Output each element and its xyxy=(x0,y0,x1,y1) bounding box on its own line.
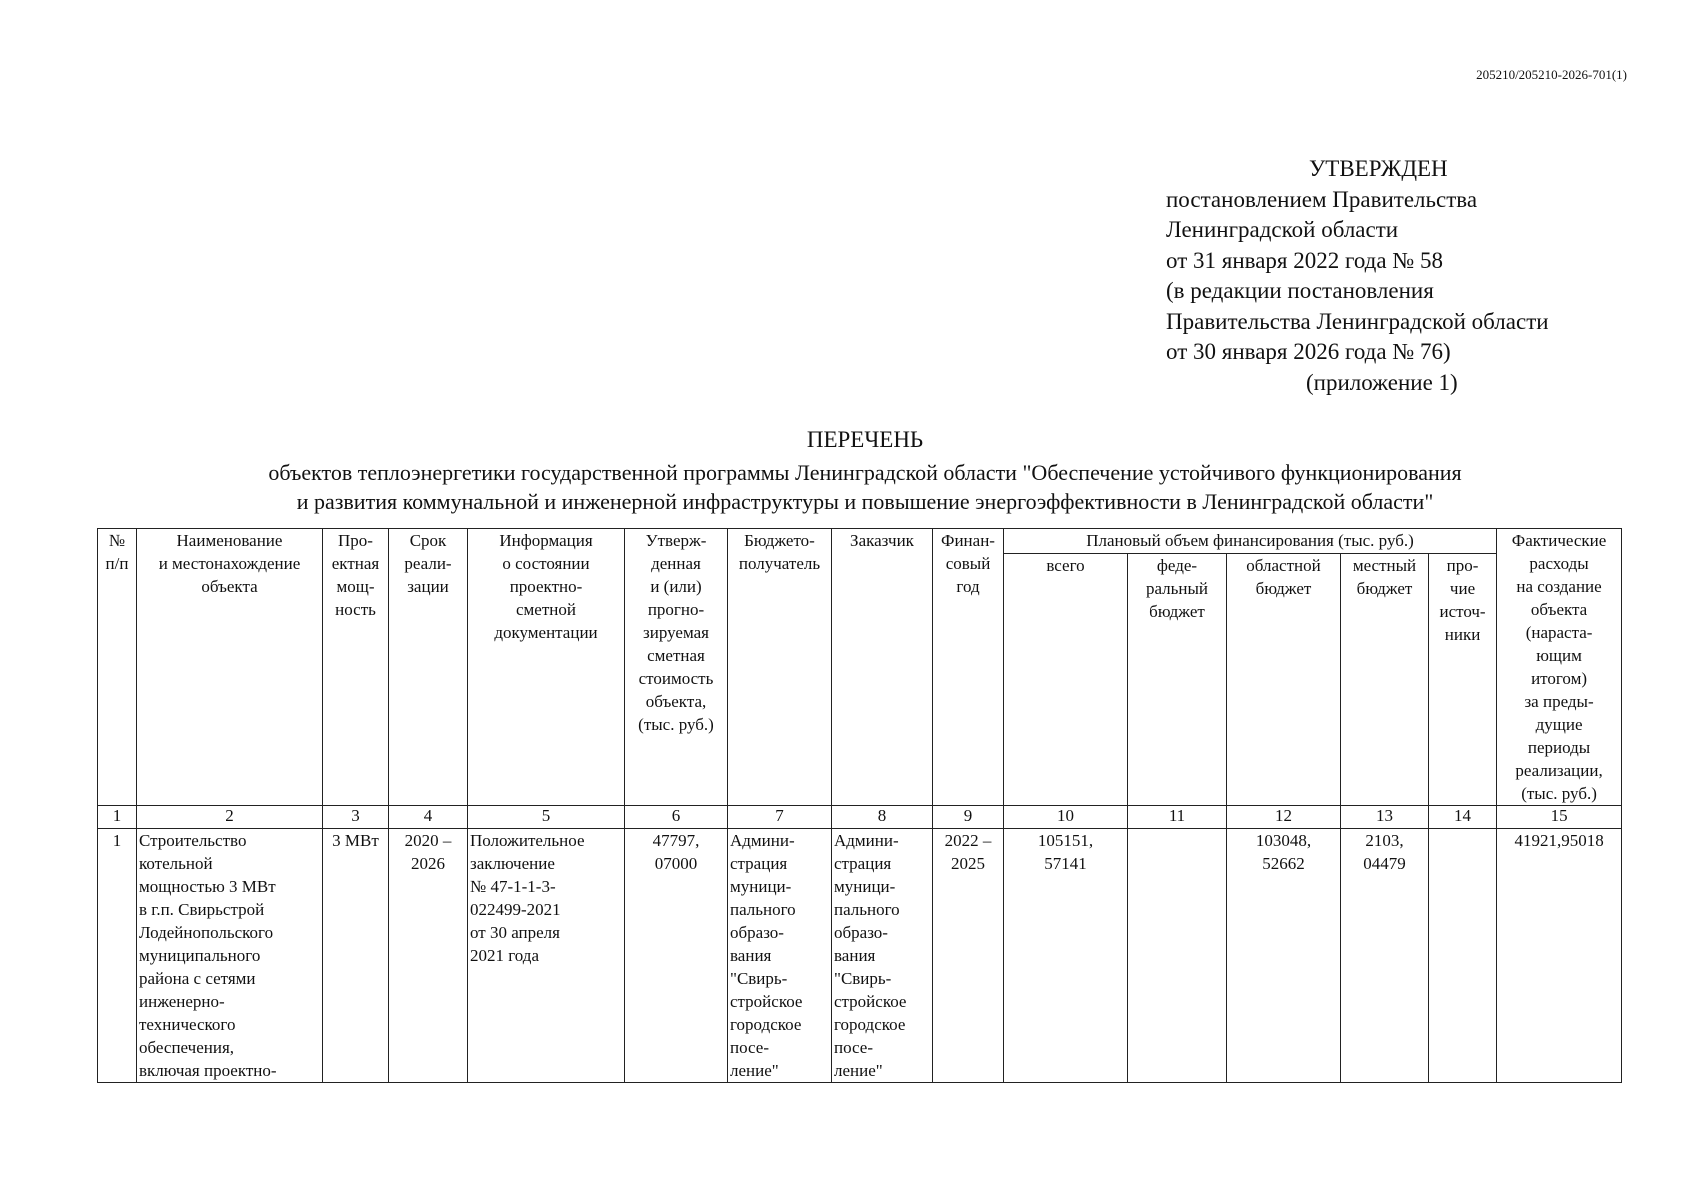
cell-total: 105151, 57141 xyxy=(1004,829,1128,1083)
column-number: 2 xyxy=(137,806,323,829)
approval-line: (в редакции постановления xyxy=(1166,278,1434,303)
header-name: Наименование и местонахождение объекта xyxy=(137,529,323,806)
header-total: всего xyxy=(1004,554,1128,806)
column-number: 13 xyxy=(1341,806,1429,829)
column-number: 11 xyxy=(1128,806,1227,829)
cell-capacity: 3 МВт xyxy=(323,829,389,1083)
header-actual: Фактические расходы на создание объекта (нараста- ющим итогом) за преды- дущие периоды реализации, (тыс. руб.) xyxy=(1497,529,1622,806)
cell-num: 1 xyxy=(98,829,137,1083)
approval-line: Правительства Ленинградской области xyxy=(1166,308,1549,334)
column-number: 15 xyxy=(1497,806,1622,829)
header-capacity: Про- ектная мощ- ность xyxy=(323,529,389,806)
header-regional: областной бюджет xyxy=(1227,554,1341,806)
header-recipient: Бюджето- получатель xyxy=(728,529,832,806)
column-number: 1 xyxy=(98,806,137,829)
header-num: № п/п xyxy=(98,529,137,806)
cell-cost: 47797, 07000 xyxy=(625,829,728,1083)
column-number: 8 xyxy=(832,806,933,829)
column-number: 9 xyxy=(933,806,1004,829)
cell-other xyxy=(1429,829,1497,1083)
cell-fin-year: 2022 – 2025 xyxy=(933,829,1004,1083)
column-number: 14 xyxy=(1429,806,1497,829)
column-number: 4 xyxy=(389,806,468,829)
approval-block xyxy=(1166,154,1549,398)
cell-name: Строительство котельной мощностью 3 МВт в г.п. Свирьстрой Лодейнопольского муниципального района с сетями инженерно- технического обеспечения, включая проектно- xyxy=(137,829,323,1083)
cell-actual: 41921,95018 xyxy=(1497,829,1622,1083)
column-number: 12 xyxy=(1227,806,1341,829)
approval-line: от 30 января 2026 года № 76) xyxy=(1166,339,1451,364)
column-number-row xyxy=(98,806,1622,829)
table-row xyxy=(98,829,1622,1083)
document-title: ПЕРЕЧЕНЬ xyxy=(806,427,924,452)
cell-recipient: Админи- страция муници- пального образо- вания "Свирь- стройское городское посе- ление" xyxy=(728,829,832,1083)
header-other: про- чие источ- ники xyxy=(1429,554,1497,806)
header-federal: феде- ральный бюджет xyxy=(1128,554,1227,806)
column-number: 7 xyxy=(728,806,832,829)
approval-appendix-note: (приложение 1) xyxy=(1306,369,1458,395)
header-fin-year: Финан- совый год xyxy=(933,529,1004,806)
cell-federal xyxy=(1128,829,1227,1083)
subtitle-line: и развития коммунальной и инженерной инфраструктуры и повышение энергоэффективности в Ленинградской области" xyxy=(296,489,1434,514)
table-header-row xyxy=(98,529,1622,554)
approval-line: Ленинградской области xyxy=(1166,217,1399,242)
header-local: местный бюджет xyxy=(1341,554,1429,806)
approval-line: от 31 января 2022 года № 58 xyxy=(1166,247,1444,273)
column-number: 10 xyxy=(1004,806,1128,829)
approval-heading: УТВЕРЖДЕН xyxy=(1309,156,1448,181)
cell-local: 2103, 04479 xyxy=(1341,829,1429,1083)
column-number: 5 xyxy=(468,806,625,829)
subtitle-line: объектов теплоэнергетики государственной программы Ленинградской области "Обеспечение устойчивого функционирования xyxy=(268,460,1462,485)
header-planned-group: Плановый объем финансирования (тыс. руб.) xyxy=(1004,529,1497,554)
header-docs: Информация о состоянии проектно- сметной документации xyxy=(468,529,625,806)
document-subtitle xyxy=(0,458,1693,516)
document-number: 205210/205210-2026-701(1) xyxy=(1476,67,1627,82)
header-term: Срок реали- зации xyxy=(389,529,468,806)
column-number: 6 xyxy=(625,806,728,829)
cell-regional: 103048, 52662 xyxy=(1227,829,1341,1083)
cell-customer: Админи- страция муници- пального образо- вания "Свирь- стройское городское посе- ление" xyxy=(832,829,933,1083)
header-cost: Утверж- денная и (или) прогно- зируемая сметная стоимость объекта, (тыс. руб.) xyxy=(625,529,728,806)
objects-table xyxy=(97,528,1622,1083)
header-customer: Заказчик xyxy=(832,529,933,806)
approval-line: постановлением Правительства xyxy=(1166,186,1478,212)
cell-term: 2020 – 2026 xyxy=(389,829,468,1083)
cell-docs: Положительное заключение № 47-1-1-3- 022499-2021 от 30 апреля 2021 года xyxy=(468,829,625,1083)
column-number: 3 xyxy=(323,806,389,829)
